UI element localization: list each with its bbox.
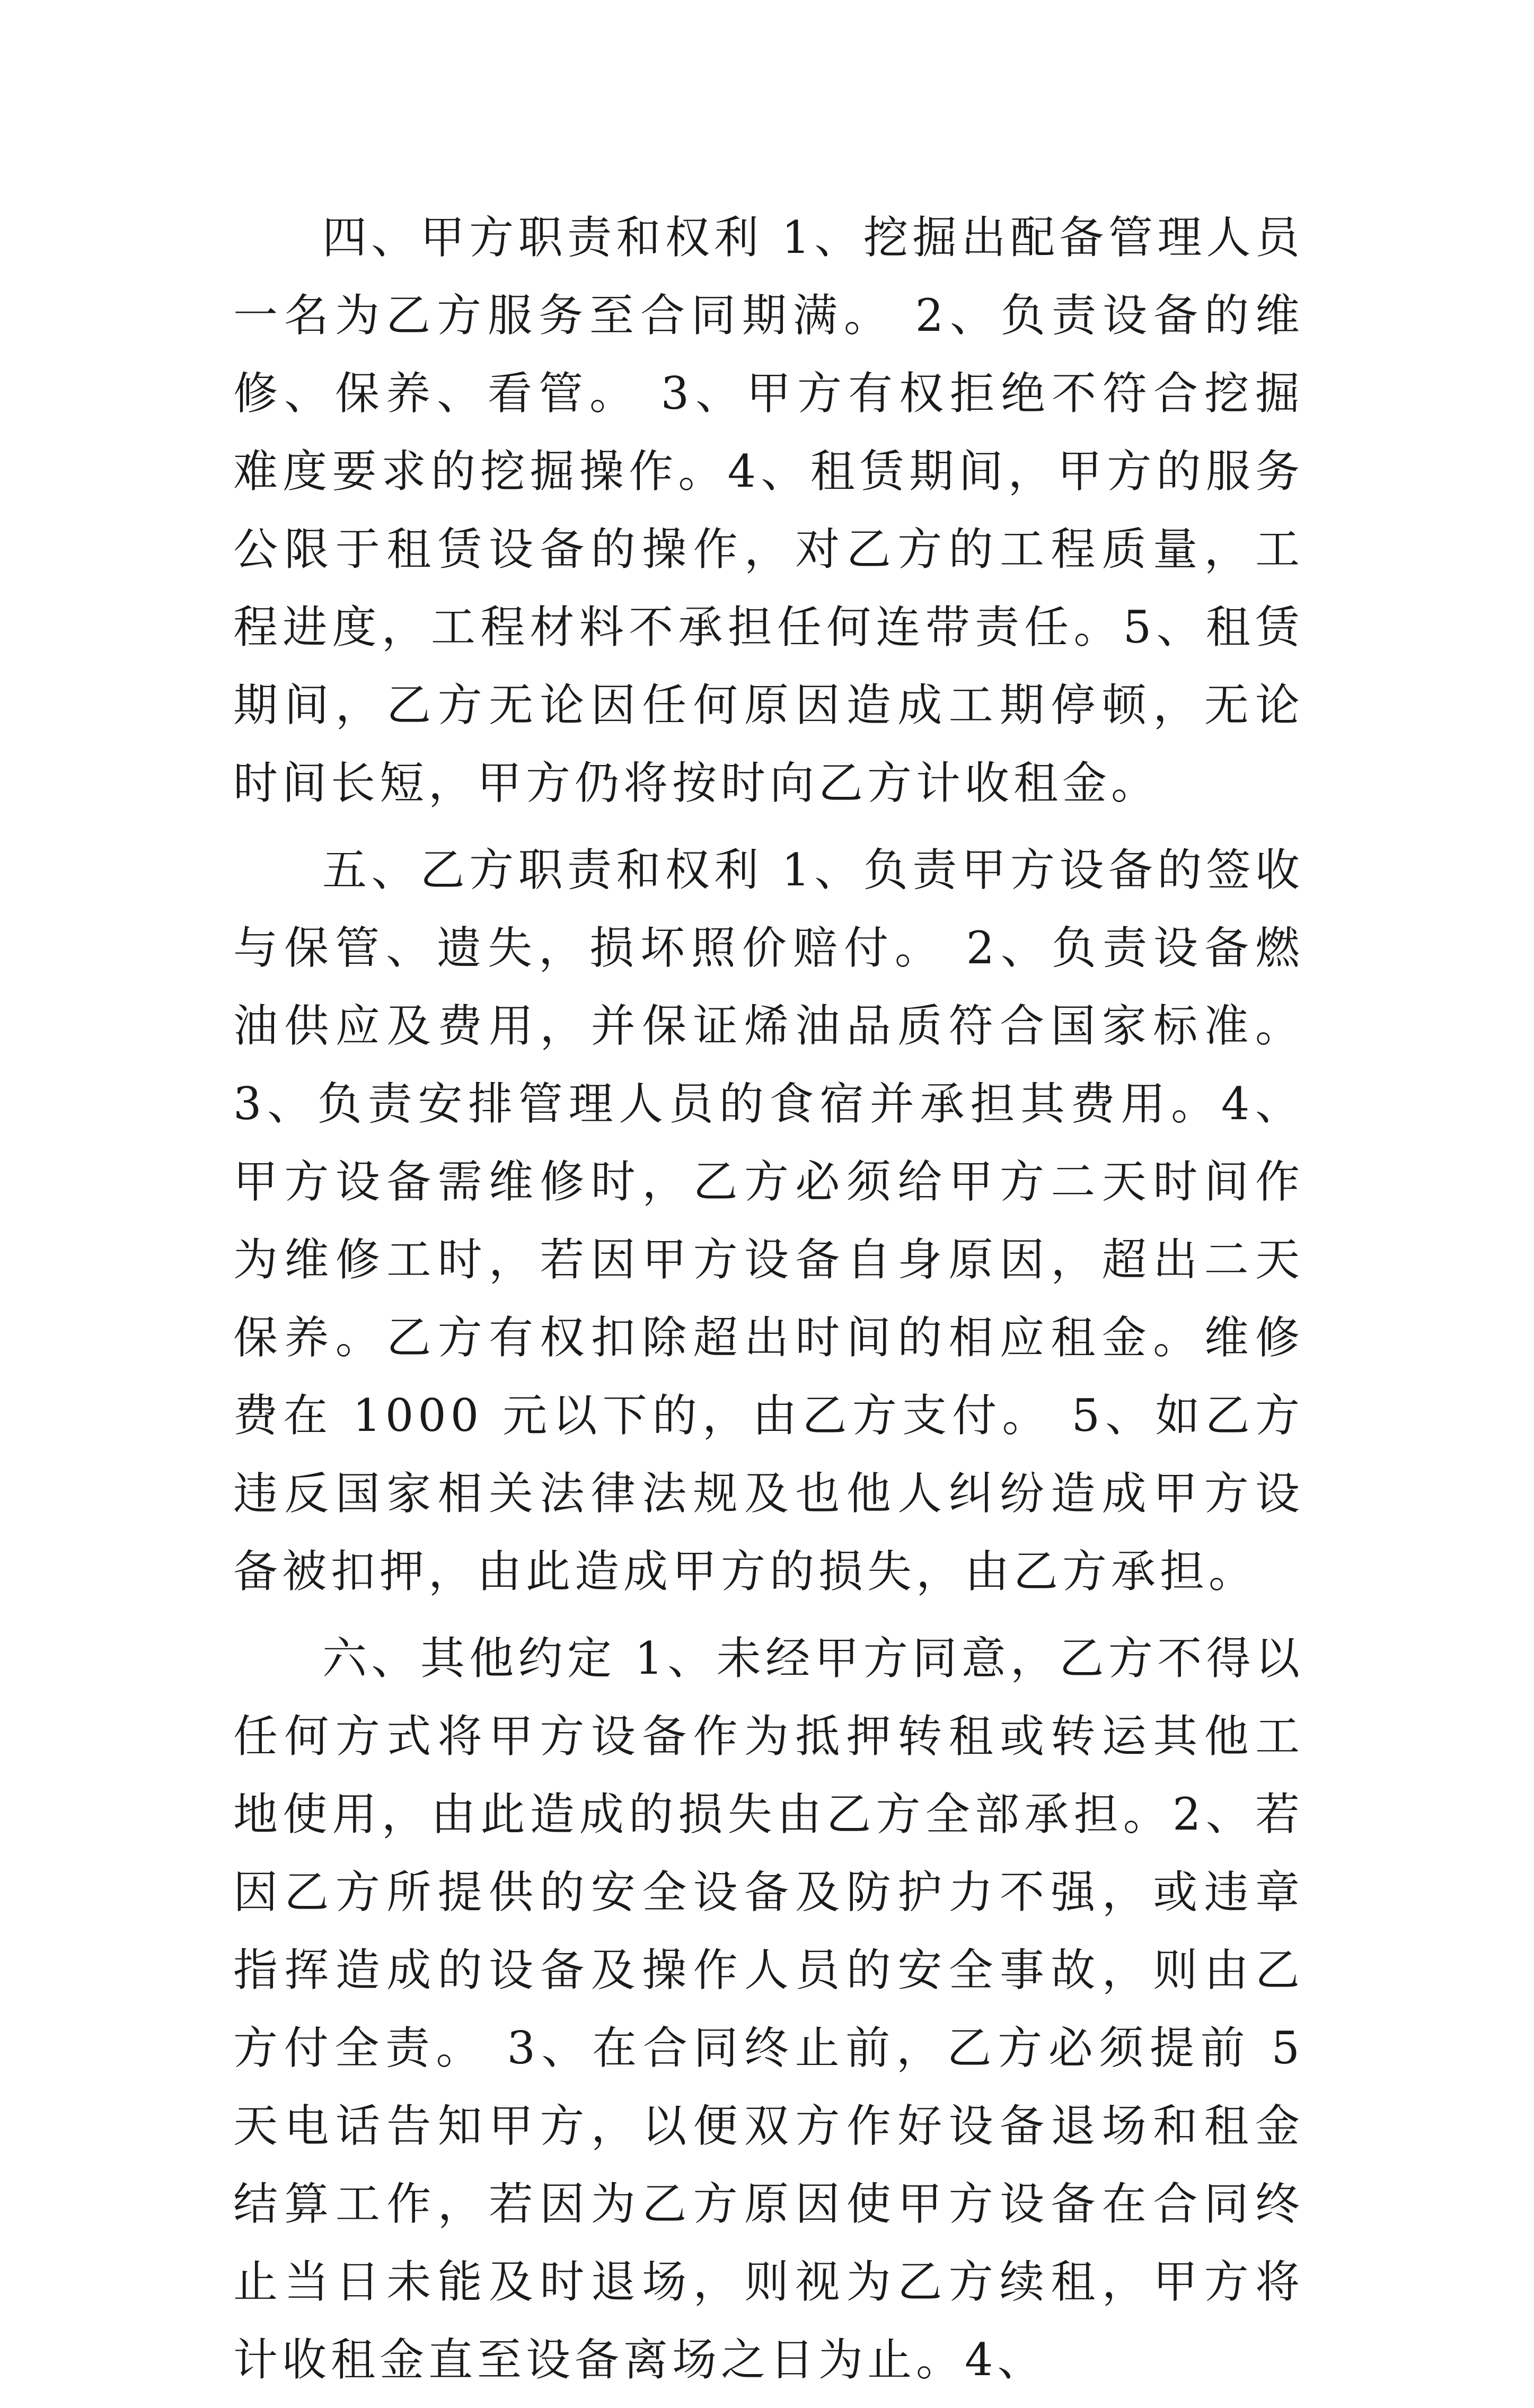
clause-4-party-a-duties: 四、甲方职责和权利 1、挖掘出配备管理人员一名为乙方服务至合同期满。 2、负责设备的维修、保养、看管。 3、甲方有权拒绝不符合挖掘难度要求的挖掘操作。4、租赁期间，甲方的服务公限于租赁设备的操作，对乙方的工程质量，工程进度，工程材料不承担任何连带责任。5、租赁期间，乙方无论因任何原因造成工期停顿，无论时间长短，甲方仍将按时向乙方计收租金。 <box>233 212 1304 809</box>
clause-6-other-agreements: 六、其他约定 1、未经甲方同意，乙方不得以任何方式将甲方设备作为抵押转租或转运其他工地使用，由此造成的损失由乙方全部承担。2、若因乙方所提供的安全设备及防护力不强，或违章指挥造成的设备及操作人员的安全事故，则由乙方付全责。 3、在合同终止前，乙方必须提前 5 天电话告知甲方，以便双方作好设备退场和租金结算工作，若因为乙方原因使甲方设备在合同终止当日未能及时退场，则视为乙方续租，甲方将计收租金直至设备离场之日为止。4、 <box>233 1632 1304 2386</box>
clause-5-party-b-duties: 五、乙方职责和权利 1、负责甲方设备的签收与保管、遗失，损坏照价赔付。 2、负责设备燃油供应及费用，并保证烯油品质符合国家标准。3、负责安排管理人员的食宿并承担其费用。4、甲方设备需维修时，乙方必须给甲方二天时间作为维修工时，若因甲方设备自身原因，超出二天保养。乙方有权扣除超出时间的相应租金。维修费在 1000 元以下的，由乙方支付。 5、如乙方违反国家相关法律法规及也他人纠纷造成甲方设备被扣押，由此造成甲方的损失，由乙方承担。 <box>233 844 1304 1597</box>
document-body <box>233 199 1304 2408</box>
